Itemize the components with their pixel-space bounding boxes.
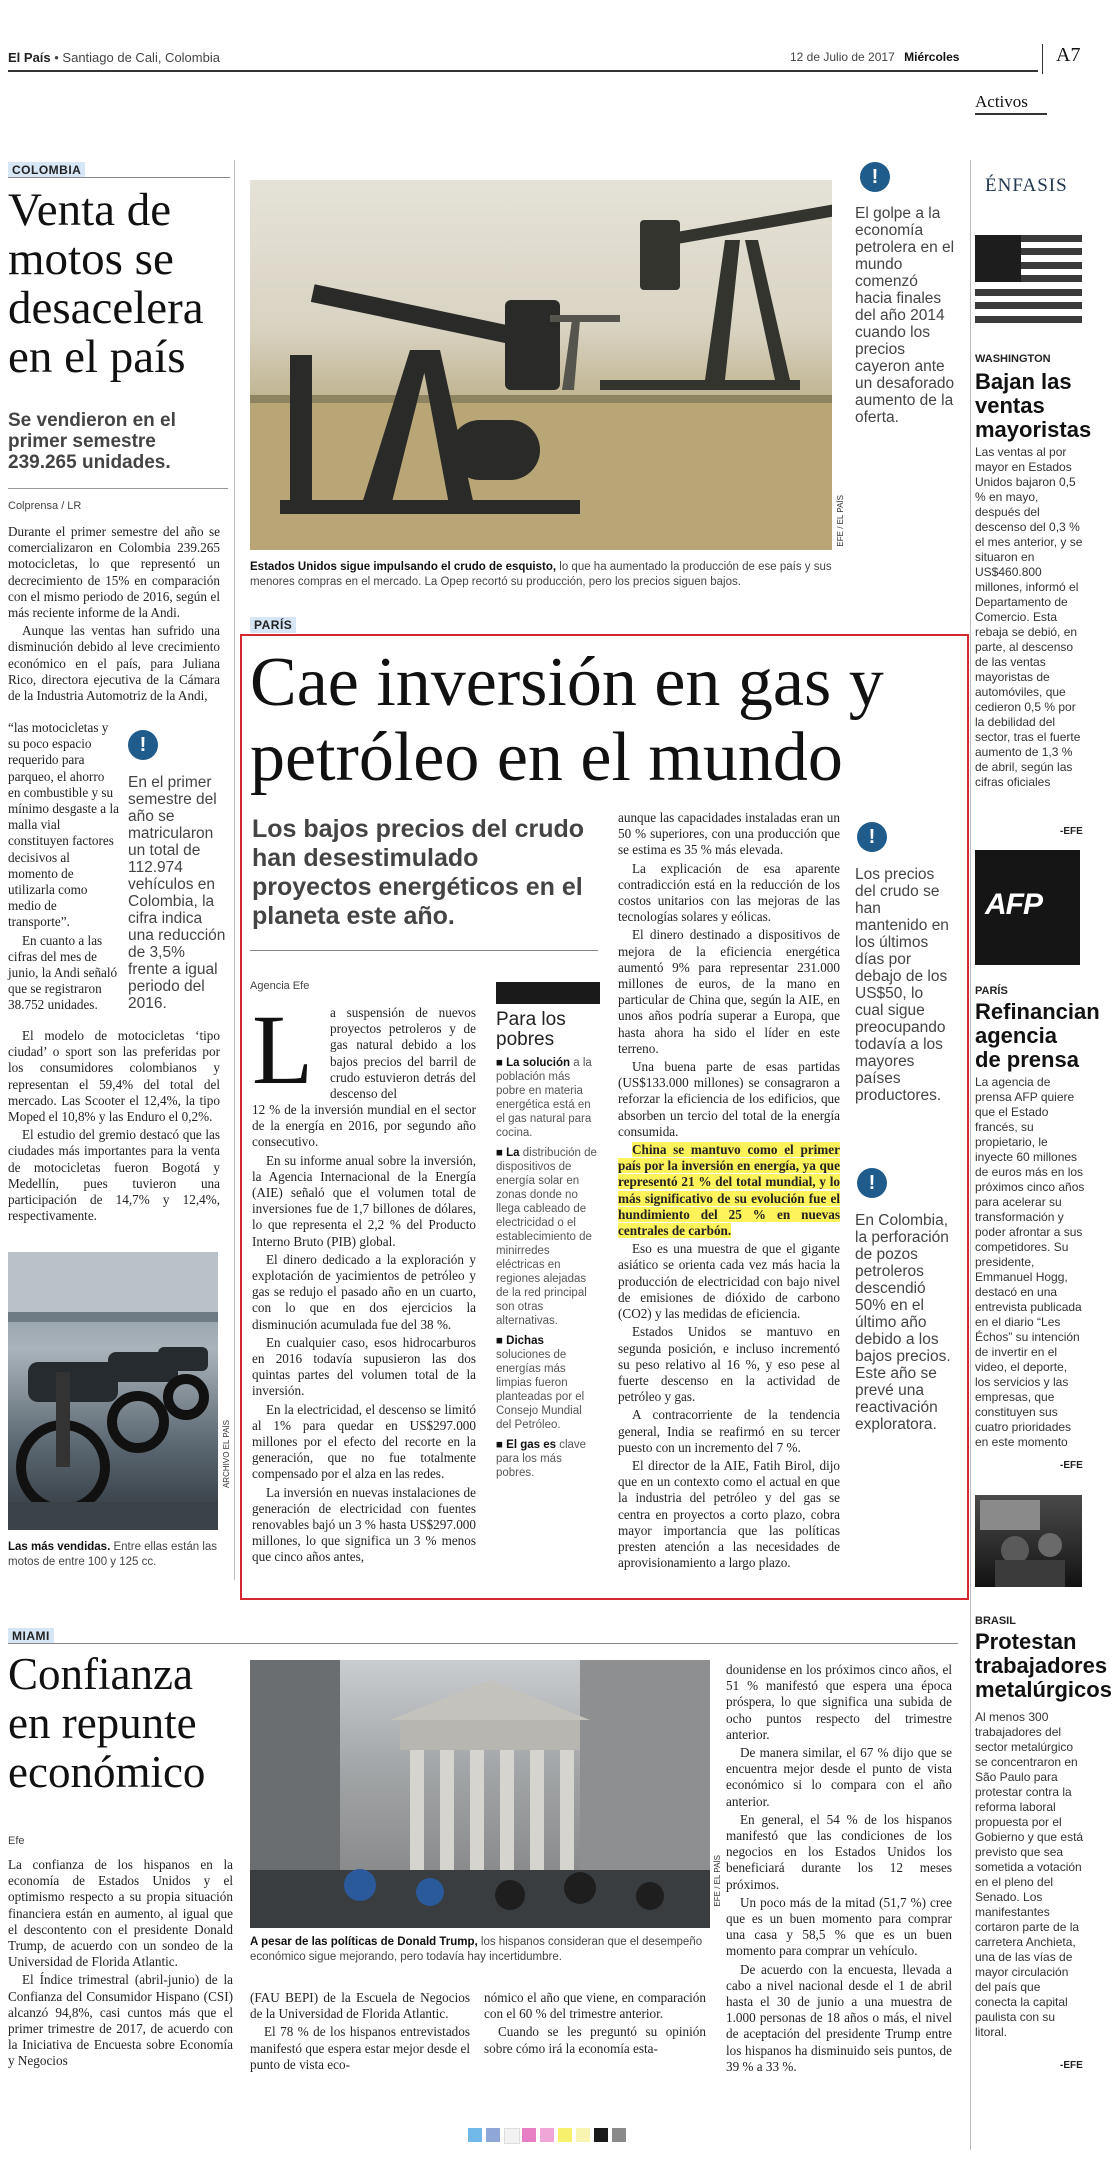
- location: • Santiago de Cali, Colombia: [54, 50, 220, 65]
- swatch-magenta: [522, 2128, 536, 2142]
- main-col2: [618, 810, 840, 1573]
- motorcycles-photo: [8, 1252, 218, 1530]
- miami-col2-p1: (FAU BEPI) de la Escuela de Negocios de la Universidad de Florida Atlantic.: [250, 1990, 470, 2022]
- colombia-tag-rule: [8, 177, 230, 178]
- swatch-pink: [540, 2128, 554, 2142]
- colombia-p2: Aunque las ventas han sufrido una disminución debido al leve crecimiento económico en el país, para Juliana Rico, directora ejecutiva de la Cámara de la Industria Automotriz de la Andi,: [8, 623, 220, 704]
- miami-tag-rule: [8, 1643, 958, 1644]
- date: 12 de Julio de 2017: [790, 50, 895, 64]
- motorcycles-photo-credit: ARCHIVO EL PAÍS: [222, 1420, 231, 1489]
- oil-exclamation-icon: !: [860, 162, 890, 192]
- col-divider-left: [234, 160, 235, 1580]
- brasil-text: Al menos 300 trabajadores del sector metalúrgico se concentraron en São Paulo para protestar contra la reforma laboral propuesta por el Gobierno y que está previsto que sea sometida a votación en el pleno del Senado. Los manifestantes cortaron parte de la carretera Anchieta, una de las vías de mayor circulación del país que conecta la capital paulista con su litoral.: [975, 1710, 1084, 2039]
- wall-street-caption: A pesar de las políticas de Donald Trump, los hispanos consideran que el desempeño económico sigue mejorando, pero todavía hay incertidumbre.: [250, 1936, 703, 1963]
- oil-pumpjack-photo: [250, 180, 832, 550]
- pobres-item-1: ■ La solución a la población más pobre en materia energética está en el gas natural para cocina.: [496, 1057, 592, 1139]
- washington-headline: Bajan las ventas mayoristas: [975, 369, 1092, 442]
- brasil-tag: BRASIL: [975, 1615, 1016, 1627]
- section-name: Activos: [975, 92, 1028, 111]
- afp-logo-block: [975, 850, 1080, 965]
- washington-text: Las ventas al por mayor en Estados Unidos bajaron 0,5 % en mayo, después del descenso del 0,3 % el mes anterior, y se situaron en US$460.800 millones, informó el Departamento de Comercio. Esta rebaja se debió, en parte, al descenso de las ventas mayoristas de automóviles, que cedieron 0,5 % por la debilidad del sector, tras el fuerte aumento de 1,3 % de abril, según las cifras oficiales: [975, 445, 1083, 789]
- colombia-headline: Venta de motos se desacelera en el país: [8, 184, 204, 383]
- date-line: [790, 50, 959, 64]
- main-col1-p1: En su informe anual sobre la inversión, la Agencia Internacional de la Energía (AIE) señaló que el volumen total de inversiones fue de 1,7 billones de dólares, lo que representa el 2,2 % del Producto Interno Bruto (PIB) global.: [252, 1152, 476, 1249]
- main-col2-p6: A contracorriente de la tendencia general, India se reafirmó en su tercer puesto con un incremento del 7 %.: [618, 1407, 840, 1455]
- swatch-white: [504, 2128, 520, 2144]
- swatch-blue: [486, 2128, 500, 2142]
- main-p1-rest: 12 % de la inversión mundial en el sector de la energía en 2016, por segundo año consecutivo.: [252, 1102, 476, 1150]
- main-col2-p5: Estados Unidos se mantuvo en segunda posición, e incluso incrementó su peso relativo al 16 %, y eso pese al fuerte descenso en la actividad de petróleo y gas.: [618, 1324, 840, 1405]
- miami-col3: [484, 1990, 706, 2059]
- miami-col4-p5: De acuerdo con la encuesta, llevada a cabo a nivel nacional desde el 1 de abril hasta el 30 de junio a una muestra de 1.000 personas de 18 años o más, el nivel de aceptación del presidente Trump entre los hispanos ha disminuido seis puntos, de 39 % a 33 %.: [726, 1961, 952, 2074]
- us-flag-icon: [975, 235, 1082, 323]
- main-col2-p3: Una buena parte de esas partidas (US$133.000 millones) se consagraron a reforzar la eficiencia de los edificios, que absorben un tercio del total de la energía consumida.: [618, 1059, 840, 1139]
- wall-street-photo: [250, 1660, 710, 1928]
- pobres-item-4: ■ El gas es clave para los más pobres.: [496, 1439, 587, 1479]
- colombia-p4: El modelo de motocicletas ‘tipo ciudad’ o sport son las preferidas por los consumidores colombianos y representan el 59,4% del total del mercado. Las Scooter el 12,4%, la tipo Moped el 10,8% y las Enduro el 0,2%.: [8, 1028, 220, 1125]
- paper-name: El País: [8, 50, 51, 65]
- miami-col2: [250, 1990, 470, 2075]
- protest-illustration-icon: [975, 1495, 1082, 1587]
- main-deck: Los bajos precios del crudo han desestimulado proyectos energéticos en el planeta este año.: [252, 815, 585, 930]
- colombia-body-narrow: [8, 720, 120, 1016]
- colombia-deck: Se vendieron en el primer semestre 239.265 unidades.: [8, 410, 176, 473]
- main-byline: Agencia Efe: [250, 980, 310, 992]
- masthead: [8, 50, 220, 65]
- colombia-p5: El estudio del gremio destacó que las ciudades más importantes para la venta de motocicletas fueron Bogotá y Medellín, pues tuvieron una participación de 14,7% y 12,4%, respectivamente.: [8, 1127, 220, 1224]
- afp-logo: AFP: [985, 888, 1042, 921]
- miami-byline: Efe: [8, 1835, 25, 1847]
- colombia-p3-narrow: En cuanto a las cifras del mes de junio, la Andi señaló que se registraron 38.752 unidades.: [8, 932, 118, 1013]
- main-callout-1: Los precios del crudo se han mantenido en los últimos días por debajo de los US$50, lo cual sigue preocupando todavía a los mayores países productores.: [855, 866, 949, 1104]
- miami-col1: [8, 1857, 233, 2072]
- swatch-yellow: [558, 2128, 572, 2142]
- oil-callout: El golpe a la economía petrolera en el mundo comenzó hacia finales del año 2014 cuando los precios cayeron ante un desaforado aumento de la oferta.: [855, 205, 955, 426]
- us-flag-image: [975, 235, 1082, 323]
- main-col1-p4: En la electricidad, el descenso se limitó al 1% para quedar en US$297.000 millones por el efecto del recorte en la generación, que no fue totalmente compensado por el alza en las redes.: [252, 1401, 476, 1482]
- colombia-p2-narrow: “las motocicletas y su poco espacio requerido para parqueo, el ahorro en combustible y su mínimo desgaste a la malla vial constituyen factores decisivos al momento de utilizarla como medio de transporte”.: [8, 720, 119, 930]
- colombia-exclamation-icon: !: [128, 730, 158, 760]
- miami-col4-p2: De manera similar, el 67 % dijo que se encuentra mejor desde el punto de vista económico si lo compara con el año anterior.: [726, 1745, 952, 1809]
- pumpjack-illustration-icon: [250, 180, 832, 550]
- wall-street-photo-credit: EFE / EL PAÍS: [713, 1855, 722, 1907]
- miami-col4: [726, 1662, 952, 2077]
- paris-tag: PARÍS: [975, 985, 1008, 997]
- pobres-box-title: Para los pobres: [496, 1009, 566, 1050]
- col-divider-right: [970, 160, 971, 2150]
- swatch-black: [594, 2128, 608, 2142]
- swatch-lightyellow: [576, 2128, 590, 2142]
- main-col1: [252, 1102, 476, 1568]
- brasil-source: -EFE: [1060, 2060, 1083, 2071]
- miami-tag: MIAMI: [8, 1628, 54, 1644]
- miami-col1-p2: El Índice trimestral (abril-junio) de la Confianza del Consumidor Hispano (CSI) alcanzó 94,8%, casi cuntos más que el primer trimestre de 2017, de acuerdo con la Iniciativa de Encuesta sobre Economía y Negocios: [8, 1972, 233, 2069]
- main-col2-first: aunque las capacidades instaladas eran un 50 % superiores, con una producción que se estima es 35 % más elevada.: [618, 810, 840, 858]
- main-col1-p2: El dinero dedicado a la exploración y explotación de yacimientos de petróleo y gas se redujo el pasado año en un cuarto, con lo que en dos ejercicios la disminución acumulada fue del 38 %.: [252, 1251, 476, 1332]
- colombia-callout: En el primer semestre del año se matricularon un total de 112.974 vehículos en Colombia, la cifra indica una reducción de 3,5% frente a igual periodo del 2016.: [128, 774, 226, 1012]
- swatch-cyan: [468, 2128, 482, 2142]
- header-rule: [8, 70, 1038, 72]
- main-exclamation-icon-1: !: [857, 822, 887, 852]
- miami-headline: Confianza en repunte económico: [8, 1649, 206, 1797]
- section-rule: [975, 113, 1047, 115]
- motorcycles-caption: Las más vendidas. Entre ellas están las motos de entre 100 y 125 cc.: [8, 1541, 218, 1568]
- enfasis-title: ÉNFASIS: [985, 175, 1068, 196]
- main-tag: PARÍS: [250, 617, 296, 633]
- miami-col4-p3: En general, el 54 % de los hispanos manifestó que las condiciones de los negocios en los Estados Unidos los beneficiará durante los 12 meses próximos.: [726, 1811, 952, 1892]
- main-headline: Cae inversión en gas y petróleo en el mundo: [250, 644, 884, 796]
- main-col2-p2: El dinero destinado a dispositivos de mejora de la eficiencia energética aumentó 9% para representar 231.000 millones de euros, de la mano en particular de China que, según la AIE, en unos años podría superar a Europa, que hasta ahora ha sido el líder en este terreno.: [618, 927, 840, 1056]
- colombia-byline: Colprensa / LR: [8, 500, 82, 512]
- paris-text: La agencia de prensa AFP quiere que el Estado francés, su propietario, le inyecte 60 millones de euros más en los próximos cinco años para acelerar su transformación y poder afrontar a sus competidores. Su presidente, Emmanuel Hogg, destacó en una entrevista publicada en el diario “Les Échos” su intención de invertir en el video, el deporte, los servicios y las empresas, que constituyen sus cuatro prioridades en este momento: [975, 1075, 1085, 1449]
- main-col2-p4: Eso es una muestra de que el gigante asiático se orienta cada vez más hacia la producción de electricidad con bajo nivel de emisiones de dióxido de carbono (CO2) y las medidas de eficiencia.: [618, 1241, 840, 1322]
- miami-col4-p4: Un poco más de la mitad (51,7 %) cree que es un buen momento para comprar una casa y 58,5 % que es un buen momento para comprar un vehículo.: [726, 1894, 952, 1959]
- weekday: Miércoles: [904, 50, 960, 64]
- colombia-body-top: [8, 524, 220, 706]
- oil-photo-credit: EFE / EL PAÍS: [836, 495, 845, 547]
- main-col2-p1: La explicación de esa aparente contradicción está en la reducción de los costos unitarios con las mejoras de las tecnologías solares y eólicas.: [618, 860, 840, 925]
- main-deck-rule: [250, 950, 598, 951]
- washington-source: -EFE: [1060, 826, 1083, 837]
- washington-tag: WASHINGTON: [975, 353, 1051, 365]
- main-col2-p7: El director de la AIE, Fatih Birol, dijo que en un contexto como el actual en que la industria del petróleo y del gas se centra en proyectos a corto plazo, cobra mayor importancia que las políticas presten atención a las necesidades de aprovisionamiento a largo plazo.: [618, 1457, 840, 1571]
- main-p1-drop: a suspensión de nuevos proyectos petroleros y de gas natural debido a los bajos precios del barril de crudo estuvieron detrás del descenso del: [330, 1005, 476, 1102]
- swatch-gray: [612, 2128, 626, 2142]
- pobres-box-bar: [496, 982, 600, 1004]
- main-dropcap: L: [252, 994, 314, 1105]
- miami-col1-p1: La confianza de los hispanos en la economía de Estados Unidos y el optimismo respecto a su propia situación financiera están en aumento, al igual que el descontento con el presidente Donald Trump, de acuerdo con un sondeo de la Universidad de Florida Atlantic.: [8, 1857, 233, 1970]
- miami-col3-p2: Cuando se les preguntó su opinión sobre cómo irá la economía esta-: [484, 2024, 706, 2056]
- miami-col4-p1: dounidense en los próximos cinco años, el 51 % manifestó que espera una época próspera, lo que significa una subida de ocho puntos respecto del trimestre anterior.: [726, 1662, 952, 1742]
- paris-source: -EFE: [1060, 1460, 1083, 1471]
- main-exclamation-icon-2: !: [857, 1168, 887, 1198]
- colombia-tag: COLOMBIA: [8, 162, 85, 178]
- wall-street-illustration-icon: [250, 1660, 710, 1928]
- colombia-deck-rule: [8, 488, 228, 489]
- motorcycles-illustration-icon: [8, 1252, 218, 1530]
- main-col1-p5: La inversión en nuevas instalaciones de generación de electricidad con fuentes renovables bajó un 3 % hasta US$297.000 millones, lo que significa un 3 % menos que cinco años antes,: [252, 1484, 476, 1565]
- oil-photo-caption: Estados Unidos sigue impulsando el crudo de esquisto, lo que ha aumentado la producción de ese país y sus menores compras en el mercado. La Opep recortó su producción, pero los precios siguen bajos.: [250, 561, 832, 588]
- main-callout-2: En Colombia, la perforación de pozos petroleros descendió 50% en el último año debido a los bajos precios. Este año se prevé una reactivación exploratora.: [855, 1212, 951, 1433]
- main-col2-highlight: China se mantuvo como el primer país por la inversión en energía, ya que representó 21 % del total mundial, y lo más significativo de su evolución fue el hundimiento del 25 % en nuevas centrales de carbón.: [618, 1142, 840, 1239]
- brasil-headline: Protestan trabajadores metalúrgicos: [975, 1629, 1112, 1702]
- colombia-intro: Durante el primer semestre del año se comercializaron en Colombia 239.265 motocicletas, lo que representó un decrecimiento de 15% en comparación con el mismo periodo de 2016, según el más reciente informe de la Andi.: [8, 524, 220, 621]
- pobres-item-2: ■ La distribución de dispositivos de energía solar en zonas donde no llega cableado de electricidad o el establecimiento de minirredes eléctricas en regiones alejadas de la red principal son otras alternativas.: [496, 1147, 597, 1327]
- brasil-protest-photo: [975, 1495, 1082, 1587]
- paris-headline: Refinancian agencia de prensa: [975, 999, 1100, 1072]
- pobres-box: [496, 982, 600, 1486]
- pobres-item-3: ■ Dichas soluciones de energías más limpias fueron planteadas por el Consejo Mundial del Petróleo.: [496, 1335, 585, 1431]
- miami-col3-p1: nómico el año que viene, en comparación con el 60 % del trimestre anterior.: [484, 1990, 706, 2022]
- colombia-body-bottom: [8, 1028, 220, 1226]
- miami-col2-p2: El 78 % de los hispanos entrevistados manifestó que espera estar mejor desde el punto de vista eco-: [250, 2024, 470, 2072]
- header-divider: [1042, 44, 1043, 74]
- page-number: A7: [1056, 44, 1081, 66]
- main-col1-p3: En cualquier caso, esos hidrocarburos en 2016 todavía supusieron las dos quintas partes del volumen total de la inversión.: [252, 1334, 476, 1399]
